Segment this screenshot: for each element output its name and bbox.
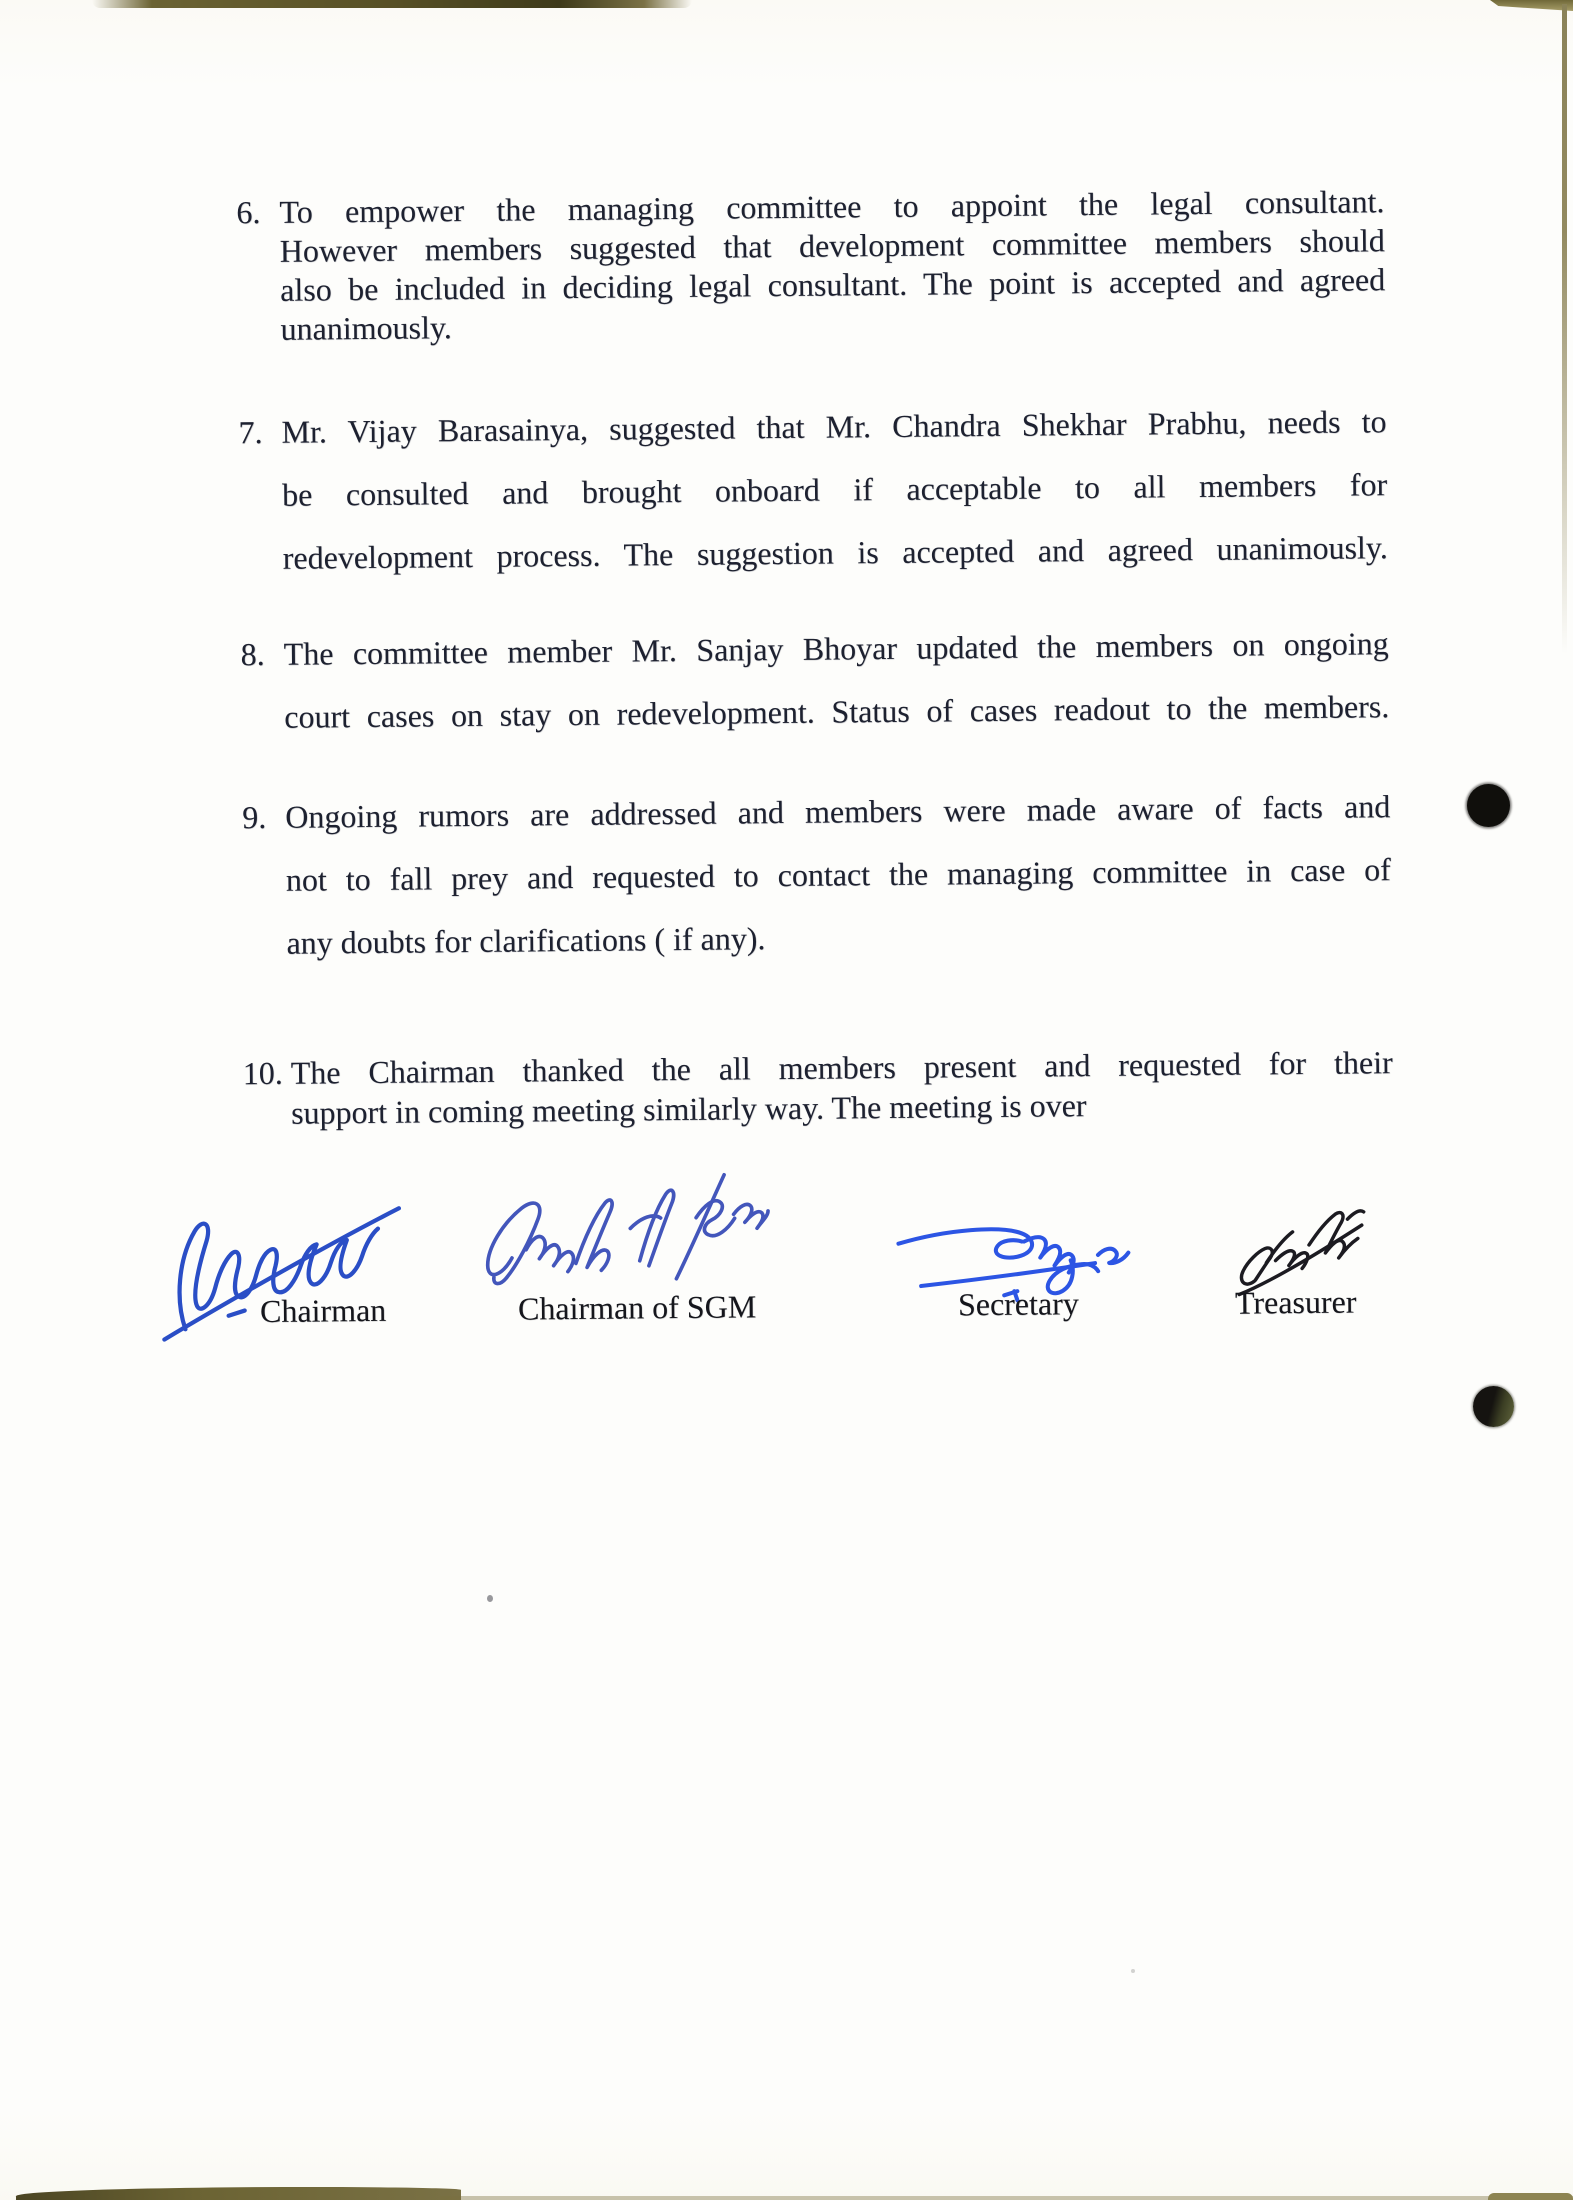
scan-edge-bottom-right: [1488, 2193, 1573, 2200]
minutes-item-8: [228, 612, 1389, 749]
item-text: [283, 612, 1389, 749]
text-line: Ongoing rumors are addressed and members were made aware of facts and: [285, 788, 1391, 835]
item-text: [285, 775, 1392, 975]
text-line: not to fall prey and requested to contact the managing committee in case of: [285, 851, 1391, 898]
scan-speck: [487, 1595, 493, 1602]
text-line: To empower the managing committee to appoint the legal consultant.: [279, 183, 1385, 230]
scan-edge-right-line: [1562, 4, 1567, 654]
minutes-list: [224, 182, 1393, 1133]
text-line: The Chairman thanked the all members present and requested for their: [290, 1044, 1393, 1091]
item-text: [281, 390, 1388, 590]
scan-edge-top: [92, 0, 692, 8]
text-line: also be included in deciding legal consultant. The point is accepted and agreed: [280, 261, 1386, 308]
secretary-label: Secretary: [957, 1285, 1079, 1323]
treasurer-label: Treasurer: [1234, 1283, 1357, 1321]
hole-punch-mark-bottom: [1473, 1386, 1514, 1427]
text-line: be consulted and brought onboard if acceptable to all members for: [281, 466, 1388, 513]
text-line: court cases on stay on redevelopment. Status of cases readout to the members.: [284, 688, 1390, 735]
item-number: 10.: [242, 1054, 283, 1092]
treasurer-signature-strokes: [1238, 1211, 1364, 1295]
text-line: Mr. Vijay Barasainya, suggested that Mr. Chandra Shekhar Prabhu, needs to: [281, 403, 1387, 450]
minutes-item-6: [224, 182, 1385, 349]
sgm-chairman-signature-strokes: [487, 1174, 769, 1283]
item-number: 8.: [240, 635, 265, 673]
minutes-item-9: [230, 775, 1392, 975]
minutes-item-7: [226, 390, 1388, 590]
hole-punch-mark-top: [1467, 784, 1510, 827]
minutes-item-10: [233, 1042, 1394, 1133]
text-line: The committee member Mr. Sanjay Bhoyar updated the members on ongoing: [283, 625, 1389, 672]
item-text: [279, 182, 1385, 349]
chairman-label: Chairman: [259, 1291, 387, 1330]
text-line: unanimously.: [280, 309, 452, 347]
item-number: 7.: [238, 413, 263, 451]
item-text: [291, 1042, 1394, 1133]
scan-edge-bottom-line: [440, 2196, 1573, 2200]
text-line: However members suggested that development committee members should: [279, 222, 1385, 269]
text-line: redevelopment process. The suggestion is accepted and agreed unanimously.: [282, 529, 1388, 576]
item-number: 9.: [242, 798, 267, 836]
text-line: support in coming meeting similarly way. The meeting is over: [290, 1087, 1087, 1131]
text-line: any doubts for clarifications ( if any).: [286, 920, 766, 961]
scan-speck: [1131, 1969, 1135, 1973]
sgm-chairman-label: Chairman of SGM: [517, 1288, 757, 1327]
sgm-chairman-signature-ink: [477, 1160, 772, 1305]
item-number: 6.: [236, 194, 261, 231]
